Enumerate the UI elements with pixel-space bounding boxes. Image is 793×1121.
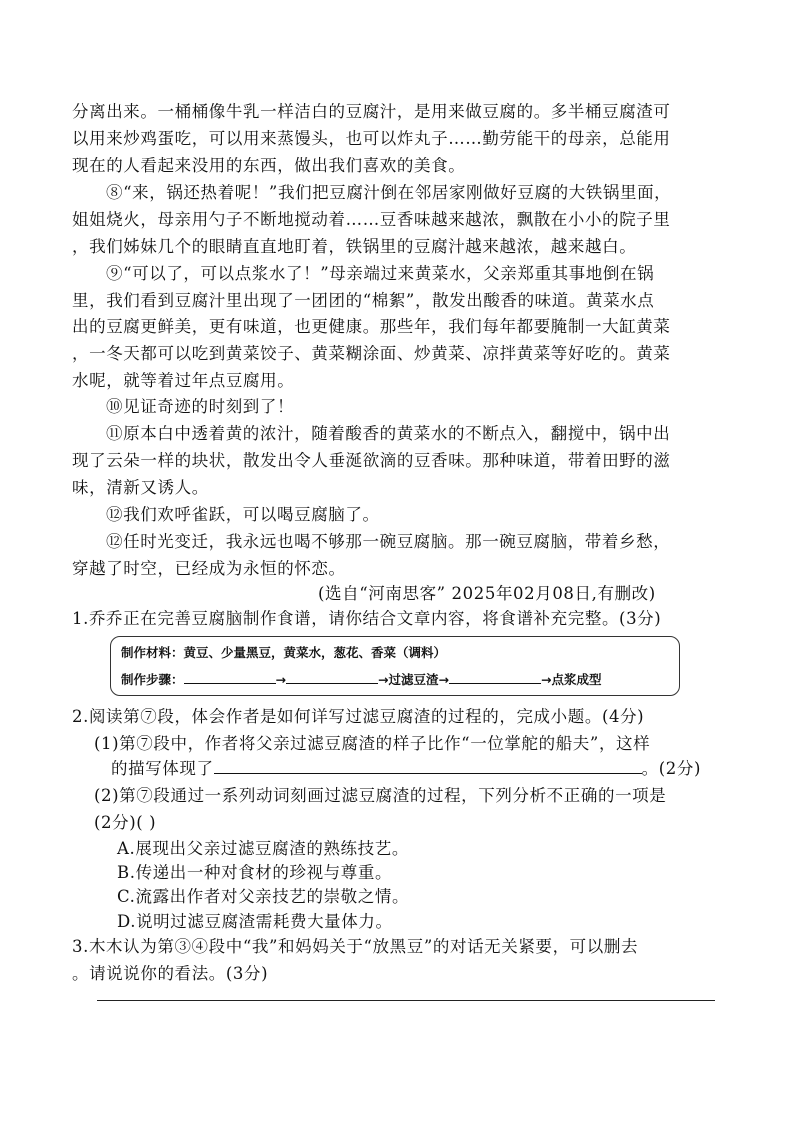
step-1-blank[interactable] bbox=[184, 669, 276, 684]
option-d: D.说明过滤豆腐渣需耗费大量体力。 bbox=[117, 912, 393, 931]
paragraph-8-line: ⑧“来，锅还热着呢！”我们把豆腐汁倒在邻居家刚做好豆腐的大铁锅里面， bbox=[106, 183, 672, 202]
article-line: 以用来炒鸡蛋吃，可以用来蒸馒头，也可以炸丸子……勤劳能干的母亲，总能用 bbox=[72, 129, 671, 148]
paragraph-12b-line: ⑫任时光变迁，我永远也喝不够那一碗豆腐脑。那一碗豆腐脑，带着乡愁， bbox=[106, 532, 671, 551]
answer-blank[interactable] bbox=[214, 759, 642, 774]
arrow-icon: → bbox=[378, 672, 389, 687]
recipe-box bbox=[110, 636, 680, 696]
question-2-sub1: (1)第⑦段中，作者将父亲过滤豆腐渣的样子比作“一位掌舵的船夫”，这样 bbox=[94, 734, 651, 753]
article-line: 现在的人看起来没用的东西，做出我们喜欢的美食。 bbox=[72, 156, 466, 175]
question-1-stem: 1.乔乔正在完善豆腐脑制作食谱，请你结合文章内容，将食谱补充完整。(3分) bbox=[72, 609, 662, 628]
paragraph-9-line: ，一冬天都可以吃到黄菜饺子、黄菜糊涂面、炒黄菜、凉拌黄菜等好吃的。黄菜 bbox=[72, 344, 671, 363]
question-2-sub2: (2)第⑦段通过一系列动词刻画过滤豆腐渣的过程，下列分析不正确的一项是 bbox=[94, 786, 667, 805]
paragraph-11-line: ⑪原本白中透着黄的浓汁，随着酸香的黄菜水的不断点入，翻搅中，锅中出 bbox=[106, 424, 671, 443]
paragraph-12b-line: 穿越了时空，已经成为永恒的怀恋。 bbox=[72, 559, 346, 578]
paragraph-10: ⑩见证奇迹的时刻到了！ bbox=[106, 397, 295, 416]
paragraph-9-line: 里，我们看到豆腐汁里出现了一团团的“棉絮”，散发出酸香的味道。黄菜水点 bbox=[72, 291, 655, 310]
sub1-prefix: 的描写体现了 bbox=[111, 759, 214, 778]
answer-line[interactable] bbox=[97, 1000, 715, 1001]
paragraph-8-line: ，我们姊妹几个的眼睛直直地盯着，铁锅里的豆腐汁越来越浓，越来越白。 bbox=[72, 237, 637, 256]
paragraph-8-line: 姐姐烧火，母亲用勺子不断地搅动着……豆香味越来越浓，飘散在小小的院子里 bbox=[72, 210, 671, 229]
question-2-sub1-cont bbox=[111, 756, 793, 782]
article-line: 分离出来。一桶桶像牛乳一样洁白的豆腐汁，是用来做豆腐的。多半桶豆腐渣可 bbox=[72, 102, 671, 121]
step-5-text: 点浆成型 bbox=[551, 672, 602, 687]
recipe-materials: 制作材料：黄豆、少量黑豆，黄菜水，葱花、香菜（调料） bbox=[121, 645, 447, 660]
step-2-blank[interactable] bbox=[286, 669, 378, 684]
option-b: B.传递出一种对食材的珍视与尊重。 bbox=[117, 863, 393, 882]
paragraph-9-line: 水呢，就等着过年点豆腐用。 bbox=[72, 371, 295, 390]
sub1-suffix: 。(2分) bbox=[641, 759, 701, 778]
option-a: A.展现出父亲过滤豆腐渣的熟练技艺。 bbox=[117, 839, 409, 858]
paragraph-9-line: ⑨“可以了，可以点浆水了！”母亲端过来黄菜水，父亲郑重其事地倒在锅 bbox=[106, 264, 655, 283]
recipe-steps-label: 制作步骤： bbox=[121, 672, 184, 687]
recipe-steps bbox=[121, 669, 601, 690]
arrow-icon: → bbox=[540, 672, 552, 687]
arrow-icon: → bbox=[275, 672, 286, 687]
paragraph-11-line: 现了云朵一样的块状，散发出令人垂涎欲滴的豆香味。那种味道，带着田野的滋 bbox=[72, 451, 671, 470]
option-c: C.流露出作者对父亲技艺的崇敬之情。 bbox=[117, 887, 410, 906]
step-4-blank[interactable] bbox=[449, 669, 541, 684]
question-2-stem: 2.阅读第⑦段，体会作者是如何详写过滤豆腐渣的过程的，完成小题。(4分) bbox=[72, 707, 645, 726]
step-3-text: 过滤豆渣 bbox=[388, 672, 439, 687]
question-3-stem-cont: 。请说说你的看法。(3分) bbox=[72, 964, 269, 983]
arrow-icon: → bbox=[438, 672, 449, 687]
paragraph-9-line: 出的豆腐更鲜美，更有味道，也更健康。那些年，我们每年都要腌制一大缸黄菜 bbox=[72, 317, 671, 336]
article-source: (选自“河南思客” 2025年02月08日,有删改) bbox=[318, 584, 656, 603]
question-2-sub2-cont: (2分)( ) bbox=[94, 813, 157, 832]
question-3-stem: 3.木木认为第③④段中“我”和妈妈关于“放黑豆”的对话无关紧要，可以删去 bbox=[72, 937, 639, 956]
paragraph-12a: ⑫我们欢呼雀跃，可以喝豆腐脑了。 bbox=[106, 505, 380, 524]
paragraph-11-line: 味，清新又诱人。 bbox=[72, 478, 209, 497]
